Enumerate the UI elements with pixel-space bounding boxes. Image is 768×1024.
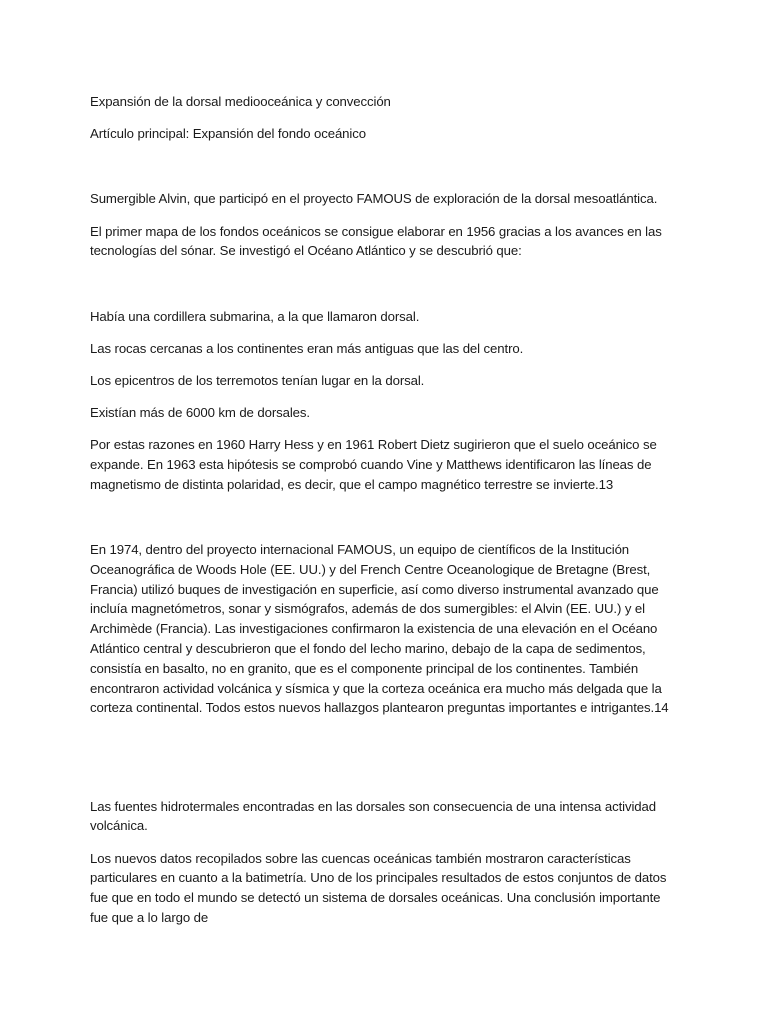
paragraph: Había una cordillera submarina, a la que llamaron dorsal. xyxy=(90,308,420,324)
paragraph: Por estas razones en 1960 Harry Hess y en 1961 Robert Dietz sugirieron que el suelo oceánico se expande. En 1963 esta hipótesis se comprobó cuando Vine y Matthews identificaron las líneas de magnetismo de distinta polaridad, es decir, que el campo magnético terrestre se invierte.13 xyxy=(90,437,657,492)
paragraph: Existían más de 6000 km de dorsales. xyxy=(90,405,310,421)
image-caption: Sumergible Alvin, que participó en el proyecto FAMOUS de exploración de la dorsal mesoatlántica. xyxy=(90,191,658,207)
paragraph: Los nuevos datos recopilados sobre las cuencas oceánicas también mostraron características particulares en cuanto a la batimetría. Uno de los principales resultados de estos conjuntos de datos fue que en todo el mundo se detectó un sistema de dorsales oceánicas. Una conclusión importante fue que a lo largo de xyxy=(90,850,667,926)
image-caption: Las fuentes hidrotermales encontradas en las dorsales son consecuencia de una intensa actividad volcánica. xyxy=(90,798,656,834)
paragraph: En 1974, dentro del proyecto internacional FAMOUS, un equipo de científicos de la Institución Oceanográfica de Woods Hole (EE. UU.) y del French Centre Oceanologique de Bretagne (Brest, Francia) utilizó buques de investigación en superficie, así como diverso instrumental avanzado que incluía magnetómetros, sonar y sismógrafos, además de dos sumergibles: el Alvin (EE. UU.) y el Archimède (Francia). Las investigaciones confirmaron la existencia de una elevación en el Océano Atlántico central y descubrieron que el fondo del lecho marino, debajo de la capa de sedimentos, consistía en basalto, no en granito, que es el componente principal de los continentes. También encontraron actividad volcánica y sísmica y que la corteza oceánica era mucho más delgada que la corteza continental. Todos estos nuevos hallazgos plantearon preguntas importantes e intrigantes.14 xyxy=(90,542,669,716)
paragraph: El primer mapa de los fondos oceánicos se consigue elaborar en 1956 gracias a los avances en las tecnologías del sónar. Se investigó el Océano Atlántico y se descubrió que: xyxy=(90,223,662,259)
document-body xyxy=(90,92,676,928)
section-heading: Expansión de la dorsal mediooceánica y convección xyxy=(90,94,391,109)
main-article-reference: Artículo principal: Expansión del fondo oceánico xyxy=(90,126,366,142)
paragraph: Los epicentros de los terremotos tenían lugar en la dorsal. xyxy=(90,372,425,388)
paragraph: Las rocas cercanas a los continentes eran más antiguas que las del centro. xyxy=(90,340,524,356)
